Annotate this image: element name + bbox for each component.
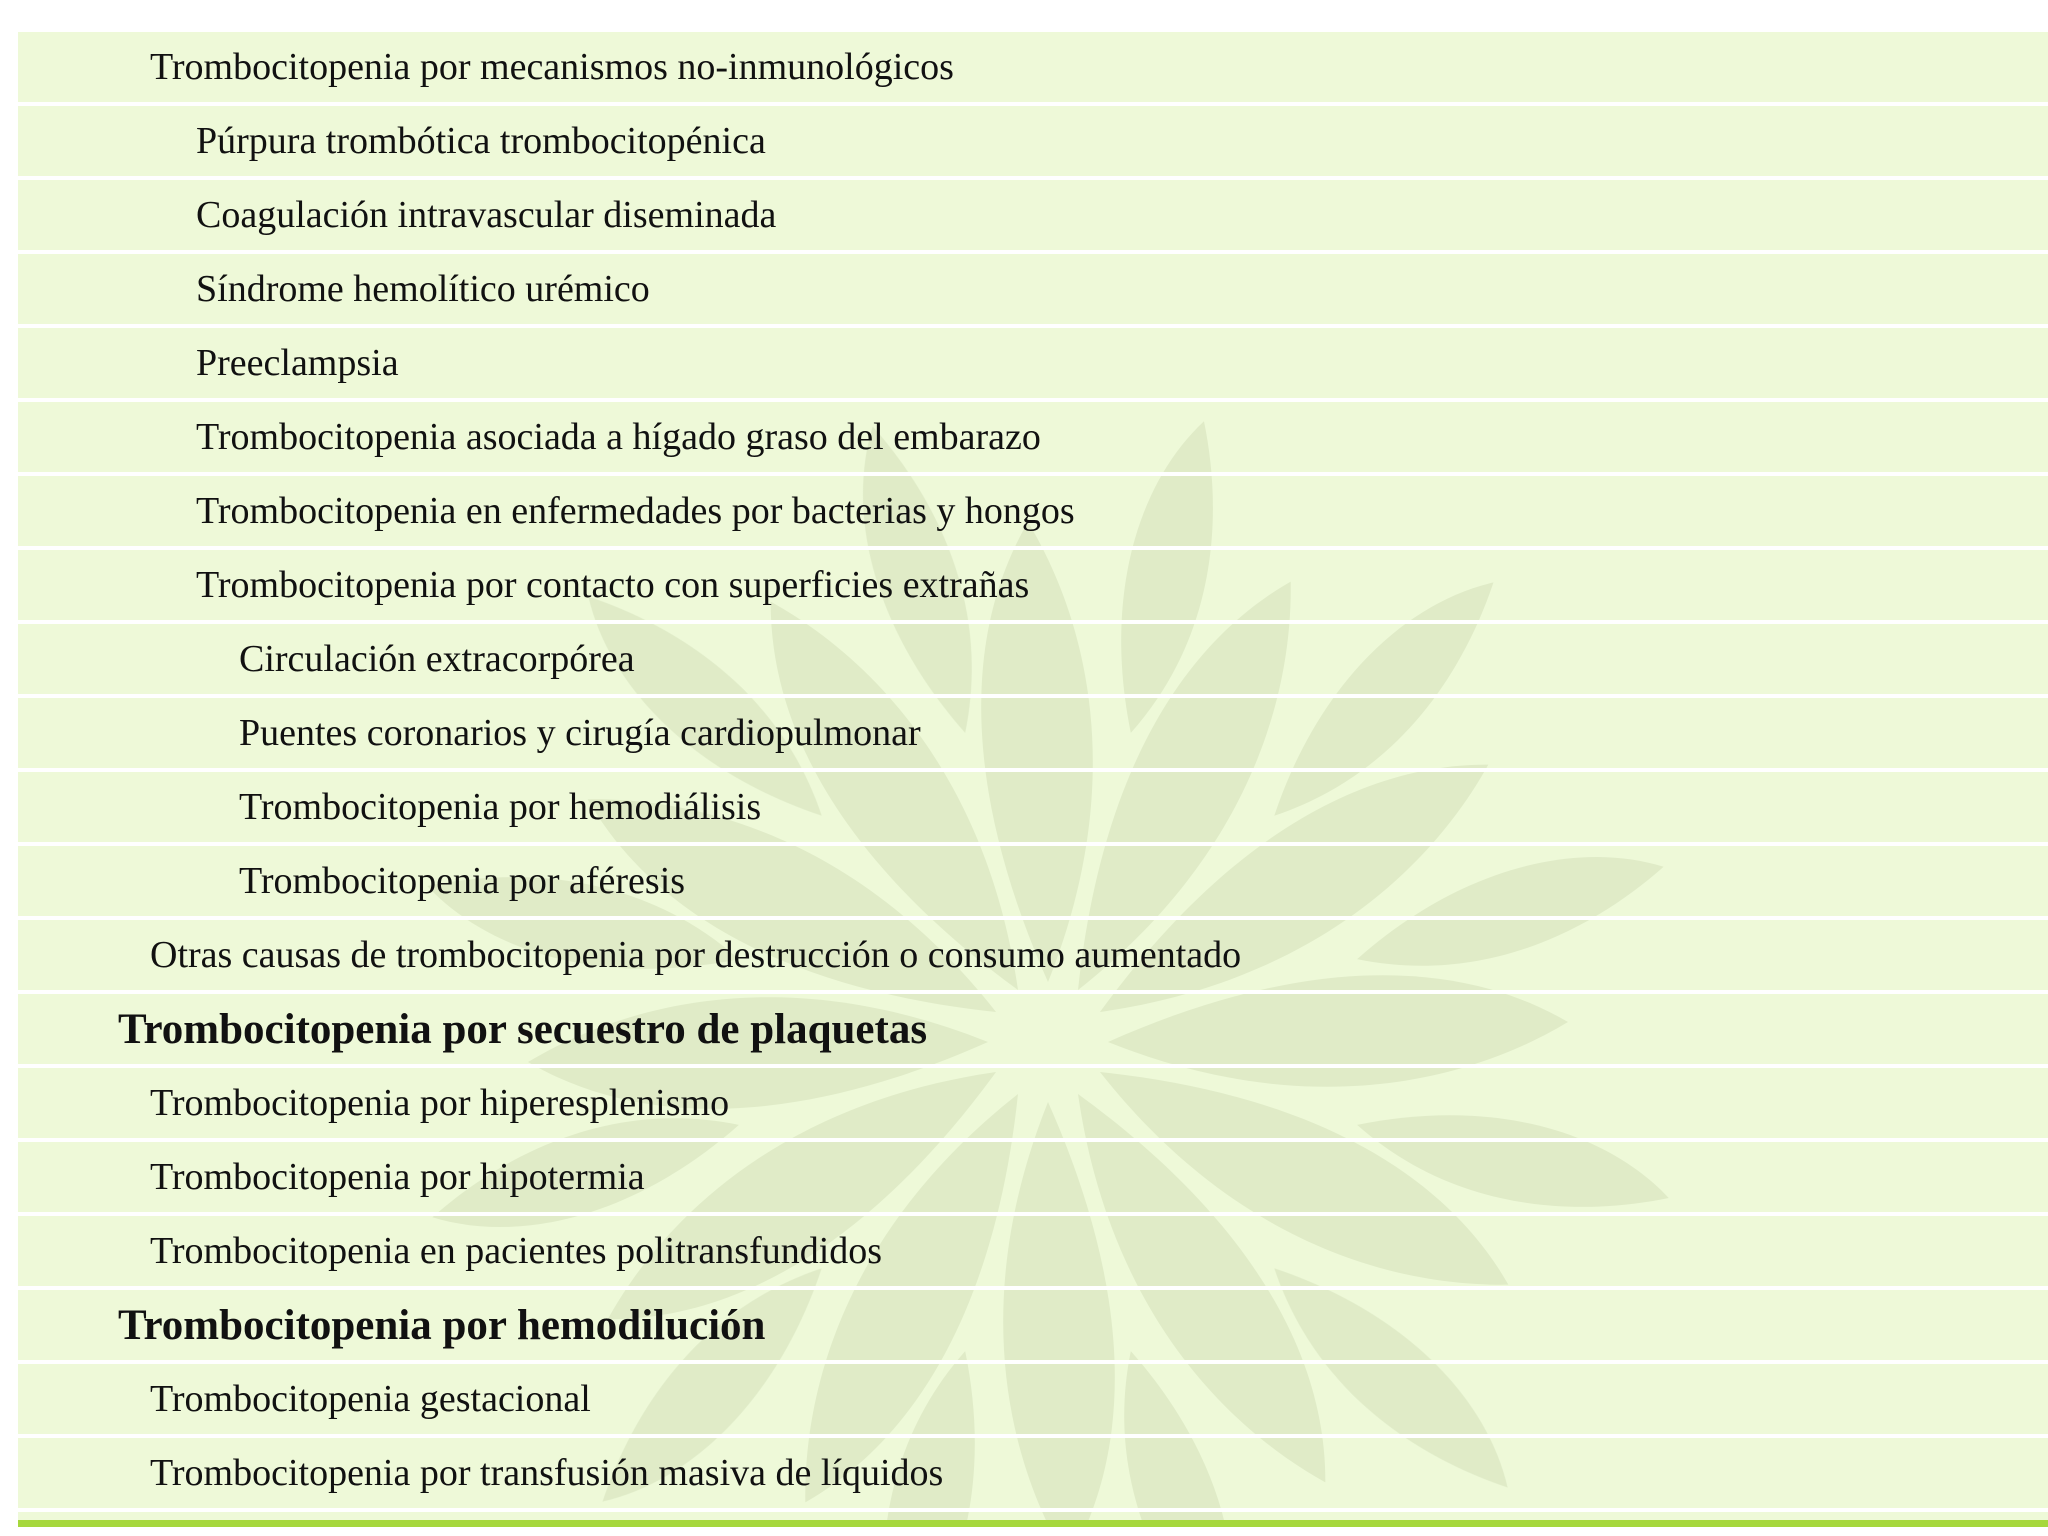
outline-item: [18, 1216, 2048, 1290]
outline-item: [18, 1068, 2048, 1142]
outline-item-text: Circulación extracorpórea: [239, 638, 635, 680]
outline-item: [18, 106, 2048, 180]
outline-item-text: Púrpura trombótica trombocitopénica: [196, 120, 766, 162]
outline-item: [18, 846, 2048, 920]
outline-heading: [18, 1290, 2048, 1364]
outline-item: [18, 920, 2048, 994]
outline-item: [18, 1364, 2048, 1438]
outline-item-text: Trombocitopenia por hipotermia: [150, 1156, 645, 1198]
outline-table: [18, 32, 2048, 1522]
outline-item: [18, 32, 2048, 106]
bottom-accent-rule: [18, 1520, 2048, 1527]
outline-item-text: Trombocitopenia por secuestro de plaquetas: [118, 1005, 928, 1053]
outline-item-text: Trombocitopenia por hiperesplenismo: [150, 1082, 730, 1124]
outline-item-text: Trombocitopenia en enfermedades por bacterias y hongos: [196, 490, 1075, 532]
outline-item-text: Trombocitopenia por aféresis: [239, 860, 686, 902]
outline-item-text: Puentes coronarios y cirugía cardiopulmonar: [239, 712, 921, 754]
outline-item-text: Trombocitopenia por contacto con superficies extrañas: [196, 564, 1030, 606]
outline-item: [18, 698, 2048, 772]
outline-item: [18, 550, 2048, 624]
outline-item: [18, 1438, 2048, 1512]
outline-item-text: Trombocitopenia asociada a hígado graso del embarazo: [196, 416, 1041, 458]
outline-item-text: Coagulación intravascular diseminada: [196, 194, 777, 236]
outline-item: [18, 180, 2048, 254]
outline-item-text: Trombocitopenia por transfusión masiva de líquidos: [150, 1452, 944, 1494]
outline-item-text: Síndrome hemolítico urémico: [196, 268, 650, 310]
outline-item: [18, 254, 2048, 328]
outline-item-text: Trombocitopenia por hemodiálisis: [239, 786, 762, 828]
outline-item: [18, 328, 2048, 402]
outline-item: [18, 624, 2048, 698]
outline-item-text: Preeclampsia: [196, 342, 399, 384]
outline-item: [18, 1142, 2048, 1216]
outline-item-text: Trombocitopenia por mecanismos no-inmunológicos: [150, 46, 954, 88]
outline-item-text: Otras causas de trombocitopenia por destrucción o consumo aumentado: [150, 934, 1242, 976]
outline-item-text: Trombocitopenia en pacientes politransfundidos: [150, 1230, 883, 1272]
outline-item-text: Trombocitopenia por hemodilución: [118, 1301, 766, 1349]
outline-item: [18, 476, 2048, 550]
outline-item: [18, 402, 2048, 476]
outline-list: [18, 32, 2048, 1512]
outline-item: [18, 772, 2048, 846]
outline-heading: [18, 994, 2048, 1068]
outline-item-text: Trombocitopenia gestacional: [150, 1378, 591, 1420]
